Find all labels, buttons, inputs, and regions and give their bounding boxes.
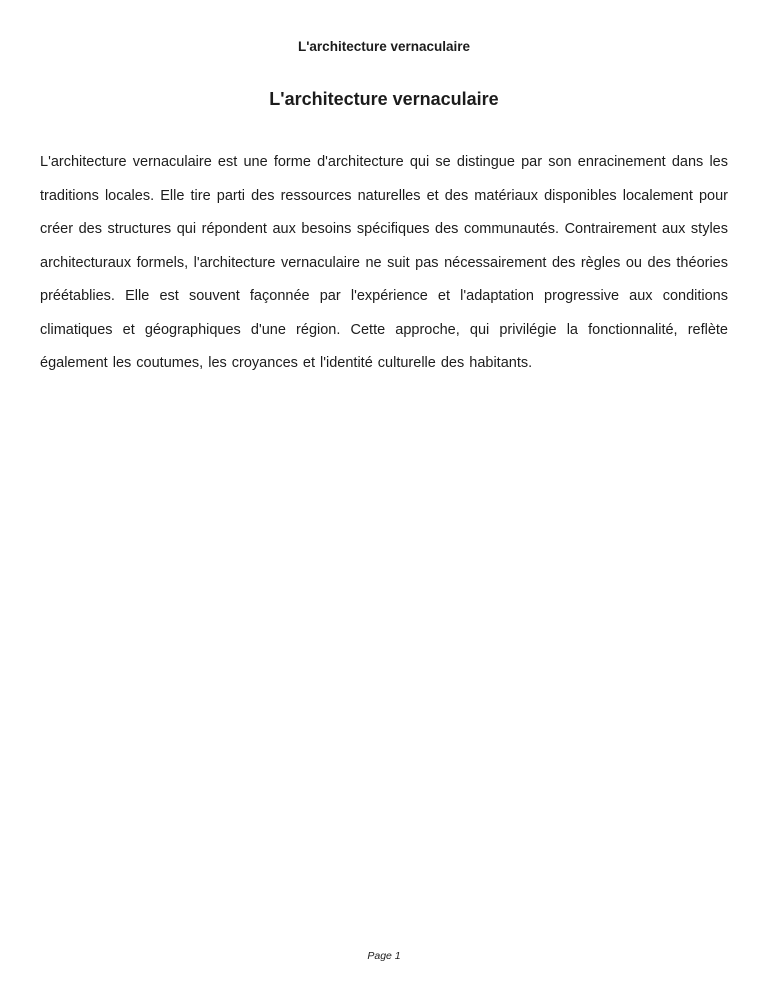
body-paragraph: L'architecture vernaculaire est une forme d'architecture qui se distingue par son enracinement dans les traditions locales. Elle tire parti des ressources naturelles et des matériaux disponibles localement pour créer des structures qui répondent aux besoins spécifiques des communautés. Contrairement aux styles architecturaux formels, l'architecture vernaculaire ne suit pas nécessairement des règles ou des théories préétablies. Elle est souvent façonnée par l'expérience et l'adaptation progressive aux conditions climatiques et géographiques d'une région. Cette approche, qui privilégie la fonctionnalité, reflète également les coutumes, les croyances et l'identité culturelle des habitants. xyxy=(40,154,728,371)
document-title: L'architecture vernaculaire xyxy=(269,89,499,109)
page-footer: Page 1 xyxy=(367,950,401,962)
page-header: L'architecture vernaculaire xyxy=(297,39,471,54)
